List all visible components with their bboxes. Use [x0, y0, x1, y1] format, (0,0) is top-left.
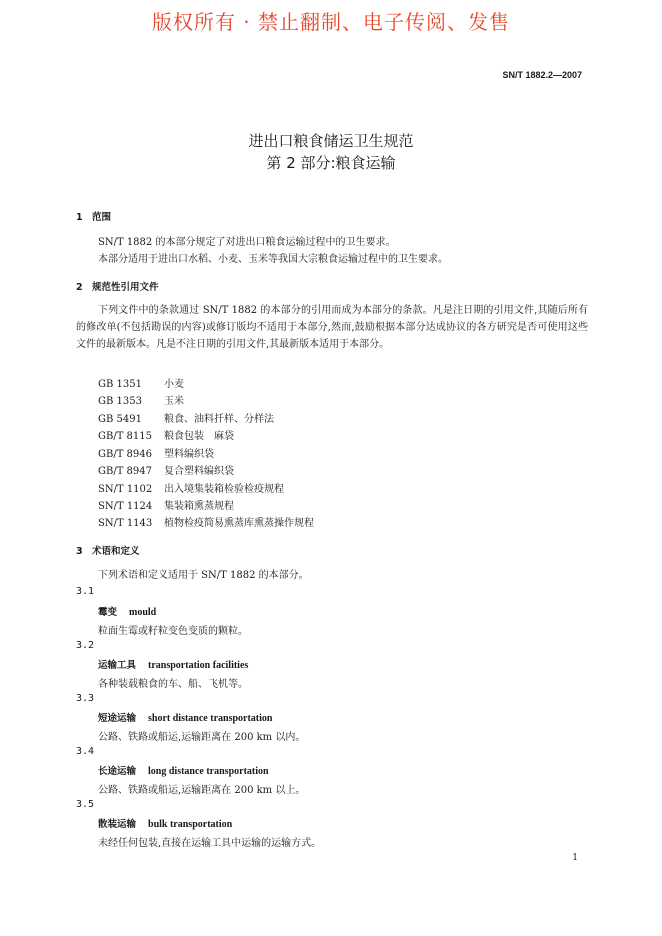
section-number: 2 [76, 282, 83, 293]
term-en: mould [129, 607, 157, 618]
reference-item [98, 462, 234, 477]
reference-title: 植物检疫简易熏蒸库熏蒸操作规程 [164, 518, 314, 529]
reference-title: 玉米 [164, 396, 184, 407]
term-definition: 公路、铁路或船运,运输距离在 200 km 以内。 [98, 732, 306, 743]
paragraph: 本部分适用于进出口水稻、小麦、玉米等我国大宗粮食运输过程中的卫生要求。 [98, 254, 448, 265]
reference-item [98, 497, 234, 512]
term-en: bulk transportation [148, 819, 233, 830]
paragraph: 下列文件中的条款通过 SN/T 1882 的本部分的引用而成为本部分的条款。凡是注日期的引用文件,其随后所有的修改单(不包括勘误的内容)或修订版均不适用于本部分,然而,鼓励根据本部分达成协议的各方研究是否可使用这些文件的最新版本。凡是不注日期的引用文件,其最新版本适用于本部分。 [76, 305, 588, 350]
document-subtitle: 第 2 部分:粮食运输 [266, 154, 396, 172]
reference-code: GB/T 8946 [98, 449, 153, 460]
section-2-heading [76, 279, 159, 293]
reference-code: GB/T 8947 [98, 466, 153, 477]
reference-item [98, 392, 184, 407]
term-heading [98, 763, 269, 777]
section-title: 术语和定义 [92, 546, 140, 557]
section-number: 1 [76, 212, 83, 223]
reference-title: 塑料编织袋 [164, 449, 214, 460]
term-number: 3.4 [76, 746, 95, 757]
reference-code: GB 1353 [98, 396, 142, 407]
term-number: 3.3 [76, 693, 95, 704]
term-heading [98, 816, 232, 830]
section-number: 3 [76, 546, 83, 557]
term-en: long distance transportation [148, 766, 269, 777]
reference-code: GB 5491 [98, 414, 142, 425]
term-definition: 公路、铁路或船运,运输距离在 200 km 以上。 [98, 785, 306, 796]
term-number: 3.2 [76, 640, 95, 651]
reference-title: 出入境集装箱检验检疫规程 [164, 484, 284, 495]
reference-item [98, 375, 184, 390]
paragraph: SN/T 1882 的本部分规定了对进出口粮食运输过程中的卫生要求。 [98, 237, 396, 248]
reference-item [98, 445, 214, 460]
copyright-banner: 版权所有 · 禁止翻制、电子传阅、发售 [151, 10, 511, 34]
term-en: short distance transportation [148, 713, 273, 724]
term-en: transportation facilities [148, 660, 249, 671]
term-definition: 各种装载粮食的车、船、飞机等。 [98, 679, 248, 690]
term-heading [98, 710, 272, 724]
standard-id: SN/T 1882.2—2007 [502, 70, 582, 80]
reference-title: 粮食包装 麻袋 [164, 431, 234, 442]
reference-item [98, 410, 274, 425]
section-3-heading [76, 543, 140, 557]
term-number: 3.1 [76, 586, 95, 597]
term-definition: 粒面生霉或籽粒变色变质的颗粒。 [98, 626, 248, 637]
section-title: 范围 [92, 212, 112, 223]
term-definition: 未经任何包装,直接在运输工具中运输的运输方式。 [98, 838, 322, 849]
reference-code: GB 1351 [98, 379, 142, 390]
document-title: 进出口粮食储运卫生规范 [248, 132, 414, 150]
section-title: 规范性引用文件 [92, 282, 159, 293]
term-zh: 散装运输 [98, 819, 137, 830]
term-zh: 运输工具 [98, 660, 137, 671]
term-zh: 长途运输 [98, 766, 137, 777]
term-zh: 短途运输 [98, 713, 137, 724]
term-number: 3.5 [76, 799, 95, 810]
reference-title: 粮食、油料扦样、分样法 [164, 414, 274, 425]
reference-item [98, 514, 314, 529]
reference-title: 复合塑料编织袋 [164, 466, 234, 477]
paragraph: 下列术语和定义适用于 SN/T 1882 的本部分。 [98, 570, 309, 581]
term-zh: 霉变 [98, 607, 118, 618]
reference-code: SN/T 1124 [98, 501, 153, 512]
term-heading [98, 657, 248, 671]
reference-item [98, 480, 284, 495]
term-heading [98, 604, 156, 618]
section-1-heading [76, 209, 111, 223]
reference-title: 集装箱熏蒸规程 [164, 501, 234, 512]
reference-item [98, 427, 234, 442]
page-number: 1 [572, 853, 578, 863]
reference-code: GB/T 8115 [98, 431, 153, 442]
reference-code: SN/T 1102 [98, 484, 153, 495]
reference-title: 小麦 [164, 379, 184, 390]
reference-code: SN/T 1143 [98, 518, 153, 529]
